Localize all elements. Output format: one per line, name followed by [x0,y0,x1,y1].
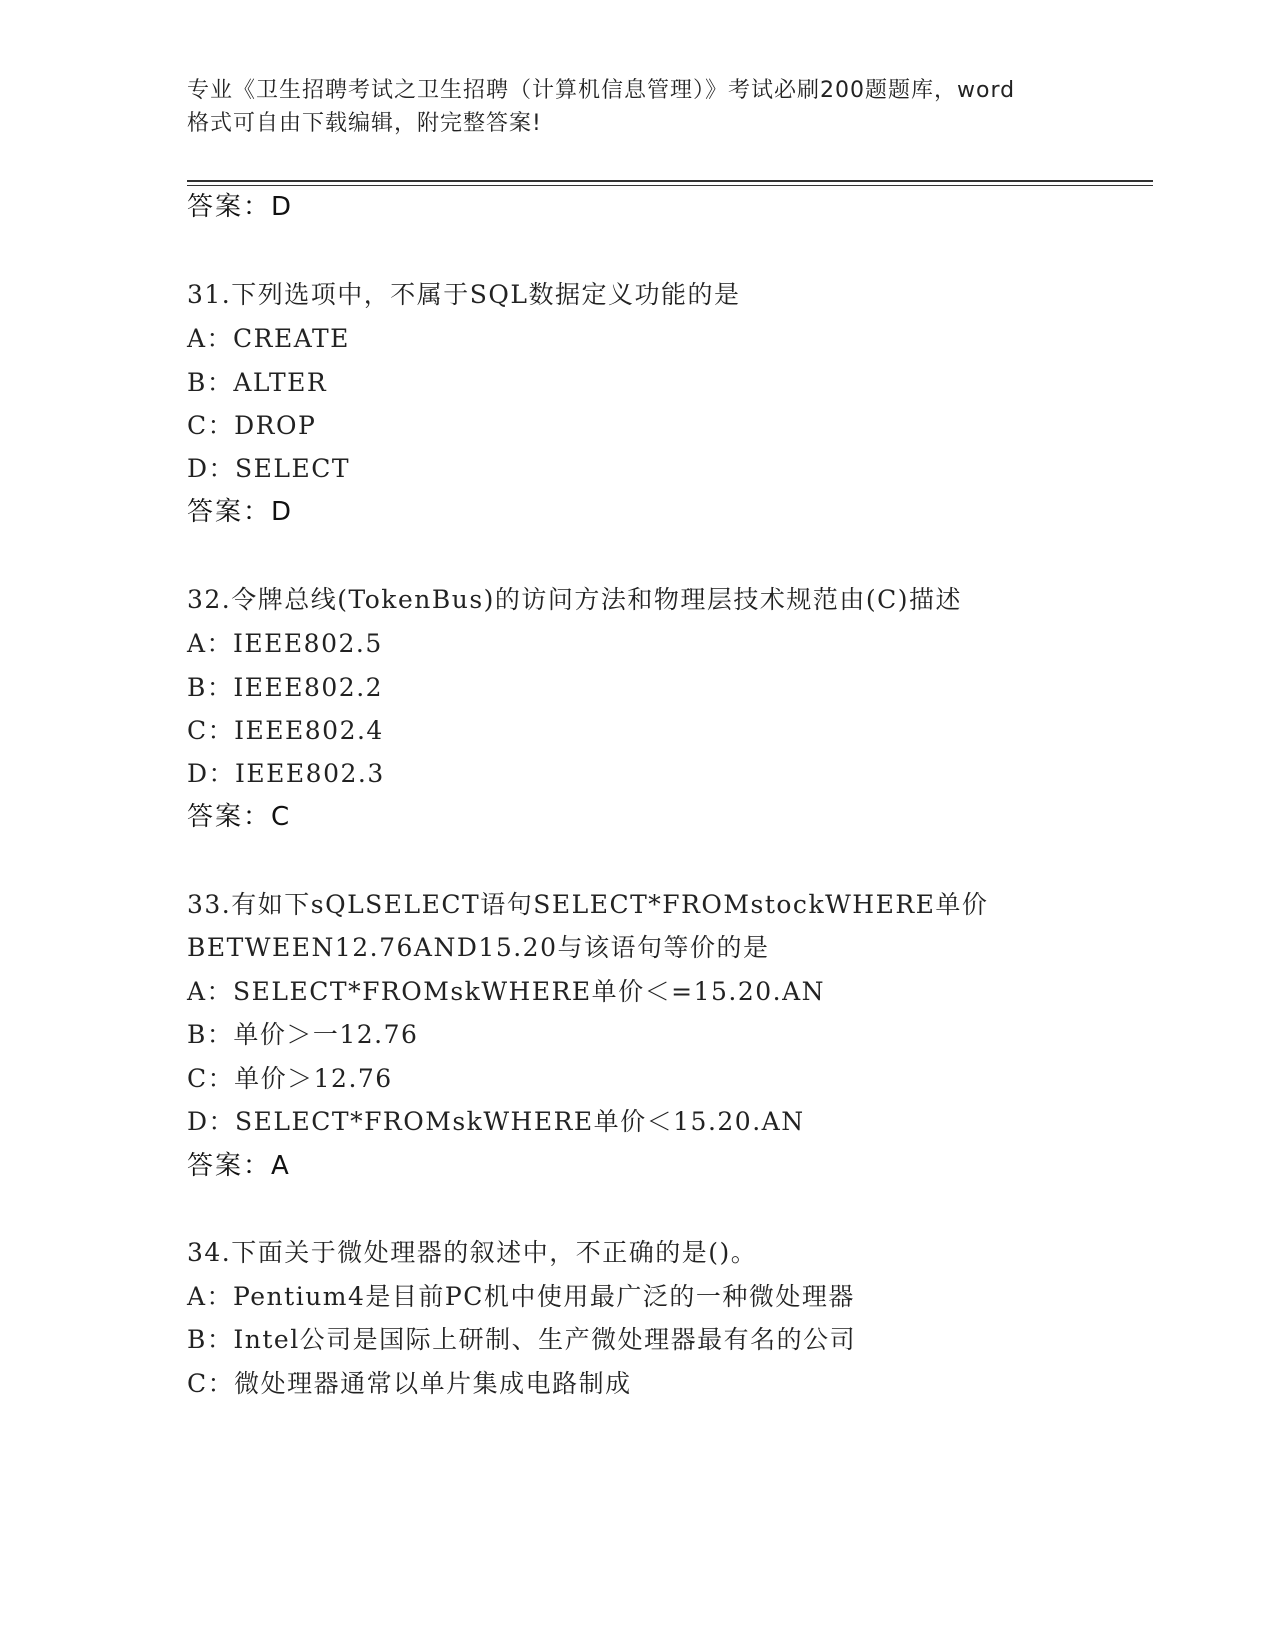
header-line-2: 格式可自由下载编辑，附完整答案! [187,111,542,136]
document-header [187,74,1087,140]
question-31-option-c: C：DROP [187,411,317,440]
question-31-option-a: A：CREATE [187,324,350,353]
question-32-stem: 32.令牌总线(TokenBus)的访问方法和物理层技术规范由(C)描述 [187,585,963,614]
question-33-option-c: C：单价＞12.76 [187,1064,393,1093]
question-32-option-d: D：IEEE802.3 [187,759,385,788]
question-34-stem: 34.下面关于微处理器的叙述中，不正确的是()。 [187,1238,758,1267]
header-divider [187,180,1153,182]
question-34-option-a: A：Pentium4是目前PC机中使用最广泛的一种微处理器 [187,1282,855,1311]
question-32-option-b: B：IEEE802.2 [187,673,384,702]
question-33-stem-line-1: 33.有如下sQLSELECT语句SELECT*FROMstockWHERE单价 [187,890,989,919]
header-divider-thin [187,185,1153,186]
header-line-1: 专业《卫生招聘考试之卫生招聘（计算机信息管理）》考试必刷200题题库，word [187,78,1016,103]
question-31-stem: 31.下列选项中，不属于SQL数据定义功能的是 [187,280,741,309]
question-32-option-c: C：IEEE802.4 [187,716,384,745]
question-32-answer: 答案：C [187,802,292,832]
question-32-option-a: A：IEEE802.5 [187,629,383,658]
question-33-stem-line-2: BETWEEN12.76AND15.20与该语句等价的是 [187,933,770,962]
question-31-answer: 答案：D [187,497,294,527]
question-31-option-b: B：ALTER [187,368,328,397]
question-33-option-b: B：单价＞一12.76 [187,1020,419,1049]
question-33-option-a: A：SELECT*FROMskWHERE单价＜=15.20.AN [187,977,826,1006]
question-31-option-d: D：SELECT [187,454,351,483]
question-34-option-c: C：微处理器通常以单片集成电路制成 [187,1369,632,1398]
question-34-option-b: B：Intel公司是国际上研制、生产微处理器最有名的公司 [187,1325,857,1354]
previous-answer: 答案：D [187,192,294,222]
question-33-answer: 答案：A [187,1151,291,1181]
question-33-option-d: D：SELECT*FROMskWHERE单价＜15.20.AN [187,1107,805,1136]
